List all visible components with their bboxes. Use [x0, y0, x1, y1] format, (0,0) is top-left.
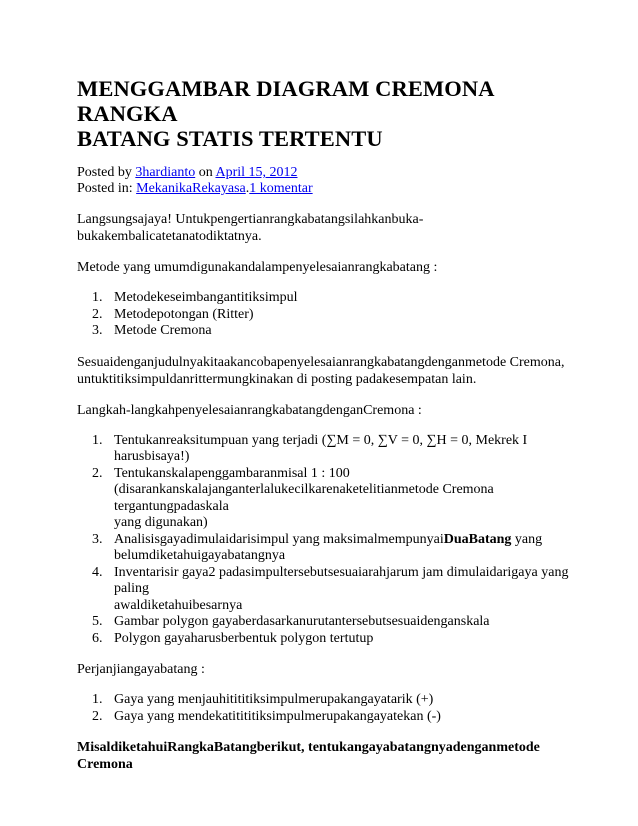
list-item-text: awaldiketahuibesarnya [114, 597, 243, 613]
steps-list [77, 433, 597, 648]
list-item: 4. Inventarisir gaya2 padasimpultersebutsesuaiarahjarum jam dimulaidarigaya yang paling awaldiketahuibesarnya [92, 564, 569, 613]
list-item: 1. Metodekeseimbangantitiksimpul [92, 290, 298, 305]
list-item: 2. Metodepotongan (Ritter) [92, 306, 254, 322]
list-item-text: Analisisgayadimulaidarisimpul yang maksimalmempunyai [114, 531, 444, 547]
list-item-text: yang digunakan) [114, 515, 208, 530]
agreement-intro: Perjanjiangayabatang : [77, 662, 205, 677]
closing-paragraph [77, 739, 597, 773]
list-item: 2. Gaya yang mendekatitititiksimpulmerupakangayatekan (-) [92, 708, 441, 724]
date-link[interactable]: April 15, 2012 [215, 165, 298, 180]
list-item-text: (disarankanskalajanganterlalukecilkarenaketelitianmetode Cremona tergantungpadaskala [114, 482, 494, 514]
list-item-text: Tentukanreaksitumpuan yang terjadi (∑M = 0, ∑V = 0, ∑H = 0, Mekrek I harusbisaya!) [114, 432, 528, 464]
list-item-text: Gaya yang menjauhitititiksimpulmerupakangayatarik (+) [114, 692, 434, 707]
list-item: 1. Tentukanreaksitumpuan yang terjadi (∑M = 0, ∑V = 0, ∑H = 0, Mekrek I harusbisaya!) [92, 432, 528, 464]
posted-in-line [77, 181, 597, 197]
list-item-bold-text: DuaBatang [443, 531, 512, 547]
methods-list [77, 290, 597, 340]
separator: . [245, 181, 250, 196]
list-item-text: Inventarisir gaya2 padasimpultersebutsesuaiarahjarum jam dimulaidarigaya yang paling [114, 564, 569, 596]
list-item-text: yang [511, 531, 543, 547]
on-label: on [195, 165, 216, 180]
list-item-text: belumdiketahuigayabatangnya [114, 548, 286, 563]
list-item-text: Gambar polygon gayaberdasarkanurutantersebutsesuaidenganskala [114, 614, 490, 629]
article-title [77, 76, 597, 151]
list-item-text: Tentukanskalapenggambaranmisal 1 : 100 [114, 465, 350, 481]
methods-intro: Metode yang umumdigunakandalampenyelesaianrangkabatang : [77, 260, 438, 275]
author-link[interactable]: 3hardianto [135, 165, 196, 180]
list-item: 3. Metode Cremona [92, 323, 212, 338]
list-item-text: Metodepotongan (Ritter) [114, 306, 254, 322]
paragraph-2-line-2: untuktitiksimpuldanrittermungkinakan di posting padakesempatan lain. [77, 371, 477, 387]
posted-in-label: Posted in: [77, 181, 137, 196]
list-item-text: Metodekeseimbangantitiksimpul [114, 290, 298, 305]
posted-by-line [77, 165, 597, 181]
steps-intro: Langkah-langkahpenyelesaianrangkabatangdenganCremona : [77, 402, 422, 418]
paragraph-2-line-1: Sesuaidenganjudulnyakitaakancobapenyelesaianrangkabatangdenganmetode Cremona, [77, 354, 565, 370]
paragraph-2 [77, 354, 597, 388]
intro-paragraph: Langsungsajaya! Untukpengertianrangkabatangsilahkanbuka-bukakembalicatetanatodiktatnya. [77, 212, 424, 244]
posted-by-label: Posted by [77, 165, 136, 180]
list-item: 5. Gambar polygon gayaberdasarkanurutantersebutsesuaidenganskala [92, 614, 490, 629]
list-item: 3. Analisisgayadimulaidarisimpul yang maksimalmempunyaiDuaBatang yang belumdiketahuigayabatangnya [92, 531, 543, 563]
list-item: 6. Polygon gayaharusberbentuk polygon tertutup [92, 630, 374, 646]
comments-link[interactable]: 1 komentar [249, 181, 313, 196]
list-item-text: Gaya yang mendekatitititiksimpulmerupakangayatekan (-) [114, 708, 441, 724]
title-line-1: MENGGAMBAR DIAGRAM CREMONA RANGKA [77, 76, 494, 126]
closing-text: MisaldiketahuiRangkaBatangberikut, tentukangayabatangnyadenganmetode Cremona [77, 740, 540, 772]
title-line-2: BATANG STATIS TERTENTU [77, 126, 383, 151]
agreement-list [77, 692, 597, 725]
list-item-text: Polygon gayaharusberbentuk polygon tertutup [114, 630, 374, 646]
list-item: 2. Tentukanskalapenggambaranmisal 1 : 100 (disarankanskalajanganterlalukecilkarenaketelitianmetode Cremona tergantungpadaskala yang digunakan) [92, 465, 494, 530]
post-meta [77, 165, 597, 197]
list-item-text: Metode Cremona [114, 323, 212, 338]
category-link[interactable]: MekanikaRekayasa [136, 181, 246, 196]
list-item: 1. Gaya yang menjauhitititiksimpulmerupakangayatarik (+) [92, 692, 434, 707]
article-body [77, 76, 597, 773]
